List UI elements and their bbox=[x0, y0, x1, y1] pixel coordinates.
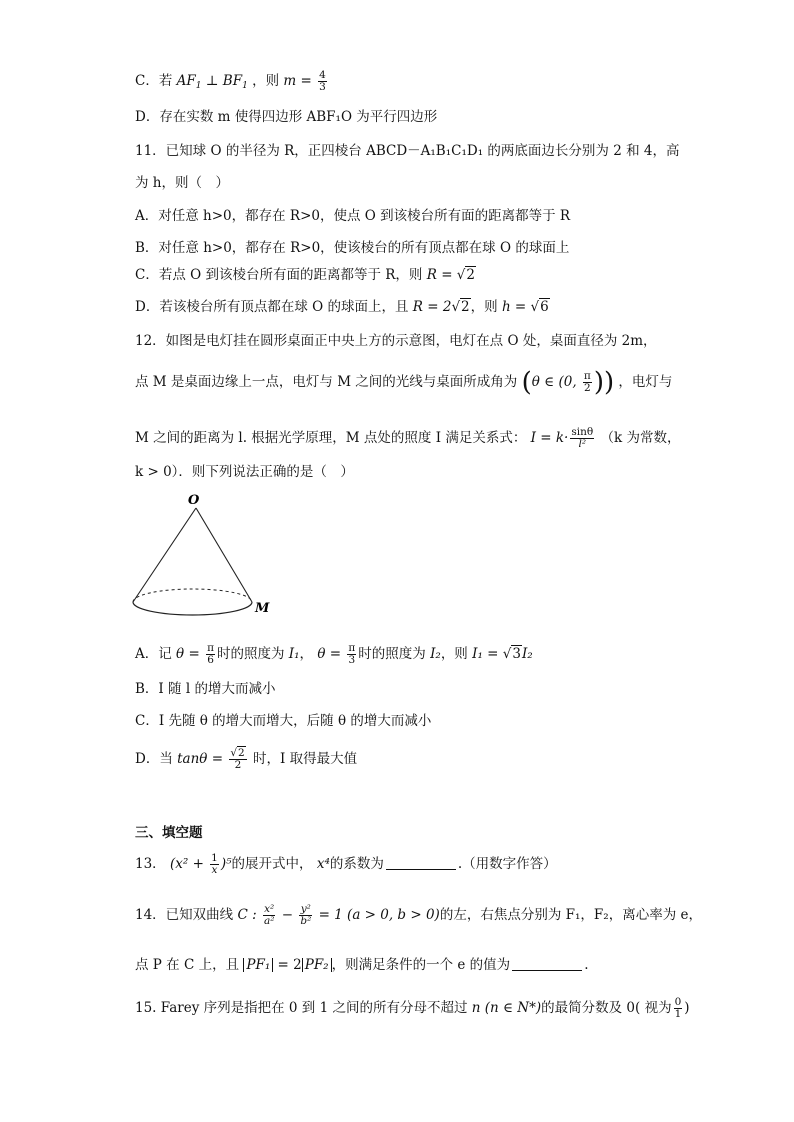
q12-option-d: D．当 tanθ = $\frac{√2}{2}$ 时，I 取得最大值 bbox=[135, 747, 358, 771]
q12-stem-line2: 点 M 是桌面边缘上一点，电灯与 M 之间的光线与桌面所成角为 (θ ∈ (0, $\frac{\pi}{2}$ )) ，电灯与 bbox=[135, 367, 673, 398]
section-heading: 三、填空题 bbox=[135, 825, 203, 841]
q11-option-d: D．若该棱台所有顶点都在球 O 的球面上，且 R = 2√2，则 h = √6 bbox=[135, 299, 549, 315]
q14-line2: 点 P 在 C 上，且 PF₁ = 2 PF₂ ，则满足条件的一个 e 的值为 . bbox=[135, 957, 589, 973]
q11-stem-line2: 为 h，则（ ） bbox=[135, 175, 229, 191]
q10-option-c-condition: $AF_1$ ⊥ $BF_1$ bbox=[176, 73, 248, 91]
label-m: M bbox=[255, 601, 270, 616]
q12-stem-line3: M 之间的距离为 l. 根据光学原理，M 点处的照度 I 满足关系式： I = k· $\frac{\sin\theta}{\text{l²}}$ （k 为常数， bbox=[135, 426, 681, 450]
q12-option-a: A．记 θ = $\frac{\pi}{6}$ 时的照度为 I₁， θ = $\frac{\pi}{3}$ 时的照度为 I₂，则 I₁ = √3I₂ bbox=[135, 642, 533, 666]
q14-line1: 14．已知双曲线 C : $\frac{\text{x²}}{\text{a²}}$ − $\frac{\text{y²}}{\text{b²}}$ = 1 (a > 0, b > 0)的左，右焦点分别为 F₁，F₂，离心率为 e， bbox=[135, 903, 702, 927]
q10-option-c: C．若 $AF_1$ ⊥ $BF_1$ ，则 m = $\frac{4}{3}$ bbox=[135, 69, 326, 93]
q11-option-b: B．对任意 h>0，都存在 R>0，使该棱台的所有顶点都在球 O 的球面上 bbox=[135, 240, 570, 256]
cone-left-edge bbox=[133, 508, 196, 602]
q14-answer-blank[interactable] bbox=[512, 956, 582, 971]
cone-figure bbox=[128, 490, 278, 620]
q12-stem-line4: k > 0）．则下列说法正确的是（ ） bbox=[135, 464, 354, 480]
label-o: O bbox=[188, 493, 200, 508]
q11-stem-line1: 11．已知球 O 的半径为 R，正四棱台 ABCD－A₁B₁C₁D₁ 的两底面边长分别为 2 和 4，高 bbox=[135, 143, 680, 159]
q12-option-c: C．I 先随 θ 的增大而增大，后随 θ 的增大而减小 bbox=[135, 713, 432, 729]
q10-option-c-text: C．若 bbox=[135, 73, 173, 89]
q10-option-c-fraction: $\frac{4}{3}$ bbox=[319, 69, 326, 93]
q12-stem-line1: 12．如图是电灯挂在圆形桌面正中央上方的示意图，电灯在点 O 处，桌面直径为 2m， bbox=[135, 333, 657, 349]
q10-option-d: D．存在实数 m 使得四边形 ABF₁O 为平行四边形 bbox=[135, 109, 438, 125]
q10-option-c-mid: ，则 bbox=[252, 73, 280, 89]
cone-base-front bbox=[133, 602, 252, 615]
cone-right-edge bbox=[196, 508, 252, 602]
q11-option-a: A．对任意 h>0，都存在 R>0，使点 O 到该棱台所有面的距离都等于 R bbox=[135, 208, 571, 224]
cone-base-back bbox=[133, 589, 252, 602]
q11-option-c: C．若点 O 到该棱台所有面的距离都等于 R，则 R = √2 bbox=[135, 267, 475, 283]
q15: 15. Farey 序列是指把在 0 到 1 之间的所有分母不超过 n (n ∈ N*)的最简分数及 0( 视为 $\frac{0}{1}$ ) bbox=[135, 996, 690, 1020]
q12-option-b: B．I 随 l 的增大而减小 bbox=[135, 681, 276, 697]
q13-answer-blank[interactable] bbox=[386, 855, 456, 870]
q13: 13． (x² + $\frac{1}{x}$ )⁵的展开式中， x⁴的系数为 .（用数字作答） bbox=[135, 852, 557, 876]
